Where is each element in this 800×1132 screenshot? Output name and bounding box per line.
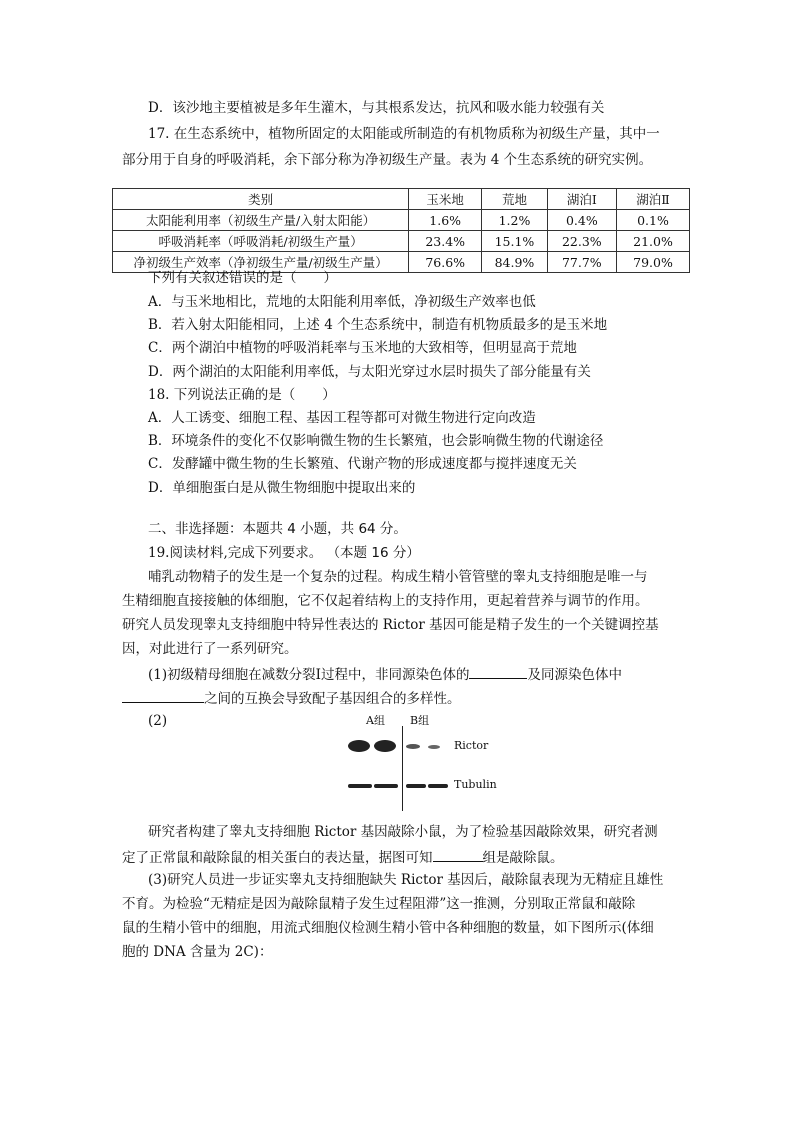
lane-divider (402, 726, 403, 811)
answer-blank[interactable] (433, 846, 483, 862)
q19-score: （本题 16 分） (326, 545, 420, 561)
table-cell: 1.2% (482, 210, 548, 231)
section-title: 二、非选择题：本题共 4 小题，共 64 分。 (148, 521, 407, 537)
answer-blank[interactable] (122, 687, 204, 703)
ecosystem-table (112, 188, 690, 273)
table-cell: 77.7% (547, 252, 616, 273)
tubulin-band (374, 784, 398, 788)
q17-option-d: D．两个湖泊的太阳能利用率低，与太阳光穿过水层时损失了部分能量有关 (148, 364, 591, 380)
rictor-band (374, 740, 396, 752)
q19-sub2-line2 (122, 846, 564, 868)
q19-sub1-line2 (122, 687, 461, 709)
q17-option-a: A．与玉米地相比，荒地的太阳能利用率低，净初级生产效率也低 (148, 294, 536, 310)
table-header-row (113, 189, 690, 210)
q19-sub2-text: 定了正常鼠和敲除鼠的相关蛋白的表达量，据图可知 (122, 850, 433, 866)
tubulin-band (348, 784, 372, 788)
q19-sub3-line: (3)研究人员进一步证实睾丸支持细胞缺失 Rictor 基因后，敲除鼠表现为无精症且雄性 (148, 872, 664, 888)
q19-paragraph-line: 生精细胞直接接触的体细胞，它不仅起着结构上的支持作用，更起着营养与调节的作用。 (122, 593, 649, 609)
tubulin-band (428, 784, 448, 788)
table-cell: 0.4% (547, 210, 616, 231)
q19-sub1-text: 及同源染色体中 (527, 667, 622, 683)
q18-option-d: D．单细胞蛋白是从微生物细胞中提取出来的 (148, 480, 416, 496)
tubulin-label: Tubulin (454, 778, 497, 791)
q19-sub2-line1: 研究者构建了睾丸支持细胞 Rictor 基因敲除小鼠，为了检验基因敲除效果，研究者测 (148, 824, 658, 840)
table-cell: 15.1% (482, 231, 548, 252)
q19-paragraph-line: 因，对此进行了一系列研究。 (122, 641, 298, 657)
q17-stem-line2: 部分用于自身的呼吸消耗，余下部分称为净初级生产量。表为 4 个生态系统的研究实例。 (122, 152, 653, 168)
table-cell: 呼吸消耗率（呼吸消耗/初级生产量） (113, 231, 409, 252)
q19-title (148, 543, 420, 563)
q17-option-c: C．两个湖泊中植物的呼吸消耗率与玉米地的大致相等，但明显高于荒地 (148, 340, 577, 356)
table-header-cell: 类别 (113, 189, 409, 210)
q17-option-b: B．若入射太阳能相同，上述 4 个生态系统中，制造有机物质最多的是玉米地 (148, 317, 608, 333)
table-header-cell: 荒地 (482, 189, 548, 210)
rictor-band (406, 744, 420, 749)
western-blot-figure (330, 712, 510, 812)
table-cell: 0.1% (616, 210, 689, 231)
q16-option-d: D．该沙地主要植被是多年生灌木，与其根系发达，抗风和吸水能力较强有关 (148, 100, 605, 116)
table-cell: 23.4% (409, 231, 482, 252)
q19-sub1-line1 (148, 663, 622, 685)
rictor-label: Rictor (454, 739, 489, 752)
table-cell: 1.6% (409, 210, 482, 231)
table-cell: 太阳能利用率（初级生产量/入射太阳能） (113, 210, 409, 231)
table-cell: 21.0% (616, 231, 689, 252)
q18-option-a: A．人工诱变、细胞工程、基因工程等都可对微生物进行定向改造 (148, 410, 536, 426)
table-cell: 79.0% (616, 252, 689, 273)
q19-sub2-text: 组是敲除鼠。 (482, 850, 564, 866)
q19-paragraph-line: 研究人员发现睾丸支持细胞中特异性表达的 Rictor 基因可能是精子发生的一个关键调控基 (122, 617, 659, 633)
q18-option-c: C．发酵罐中微生物的生长繁殖、代谢产物的形成速度都与搅拌速度无关 (148, 456, 577, 472)
tubulin-band (406, 784, 426, 788)
q19-sub3-line: 胞的 DNA 含量为 2C)： (122, 944, 273, 960)
q18-question: 18. 下列说法正确的是（ ） (148, 387, 336, 403)
table-cell: 84.9% (482, 252, 548, 273)
table-header-cell: 湖泊Ⅱ (616, 189, 689, 210)
table-header-cell: 湖泊Ⅰ (547, 189, 616, 210)
table-cell: 22.3% (547, 231, 616, 252)
q19-sub2-label: (2) (148, 713, 168, 729)
answer-blank[interactable] (469, 663, 527, 679)
group-a-label: A组 (366, 714, 385, 727)
q19-title-text: 19.阅读材料,完成下列要求。 (148, 545, 323, 561)
q19-sub3-line: 鼠的生精小管中的细胞，用流式细胞仪检测生精小管中各种细胞的数量，如下图所示(体细 (122, 920, 654, 936)
table-cell: 净初级生产效率（净初级生产量/初级生产量） (113, 252, 409, 273)
q19-paragraph-line: 哺乳动物精子的发生是一个复杂的过程。构成生精小管管壁的睾丸支持细胞是唯一与 (148, 569, 648, 585)
table-cell: 76.6% (409, 252, 482, 273)
q18-option-b: B．环境条件的变化不仅影响微生物的生长繁殖，也会影响微生物的代谢途径 (148, 433, 604, 449)
q19-sub1-text: 之间的互换会导致配子基因组合的多样性。 (204, 691, 461, 707)
q17-question: 下列有关叙述错误的是（ ） (148, 270, 337, 286)
q17-stem-line1: 17. 在生态系统中，植物所固定的太阳能或所制造的有机物质称为初级生产量，其中一 (148, 126, 660, 142)
rictor-band (348, 740, 370, 752)
table-header-cell: 玉米地 (409, 189, 482, 210)
q19-sub1-text: (1)初级精母细胞在减数分裂Ⅰ过程中，非同源染色体的 (148, 667, 470, 683)
rictor-band (428, 745, 440, 749)
table-row (113, 210, 690, 231)
group-b-label: B组 (410, 714, 430, 727)
q19-sub3-line: 不育。为检验“无精症是因为敲除鼠精子发生过程阻滞”这一推测，分别取正常鼠和敲除 (122, 896, 636, 912)
table-row (113, 231, 690, 252)
